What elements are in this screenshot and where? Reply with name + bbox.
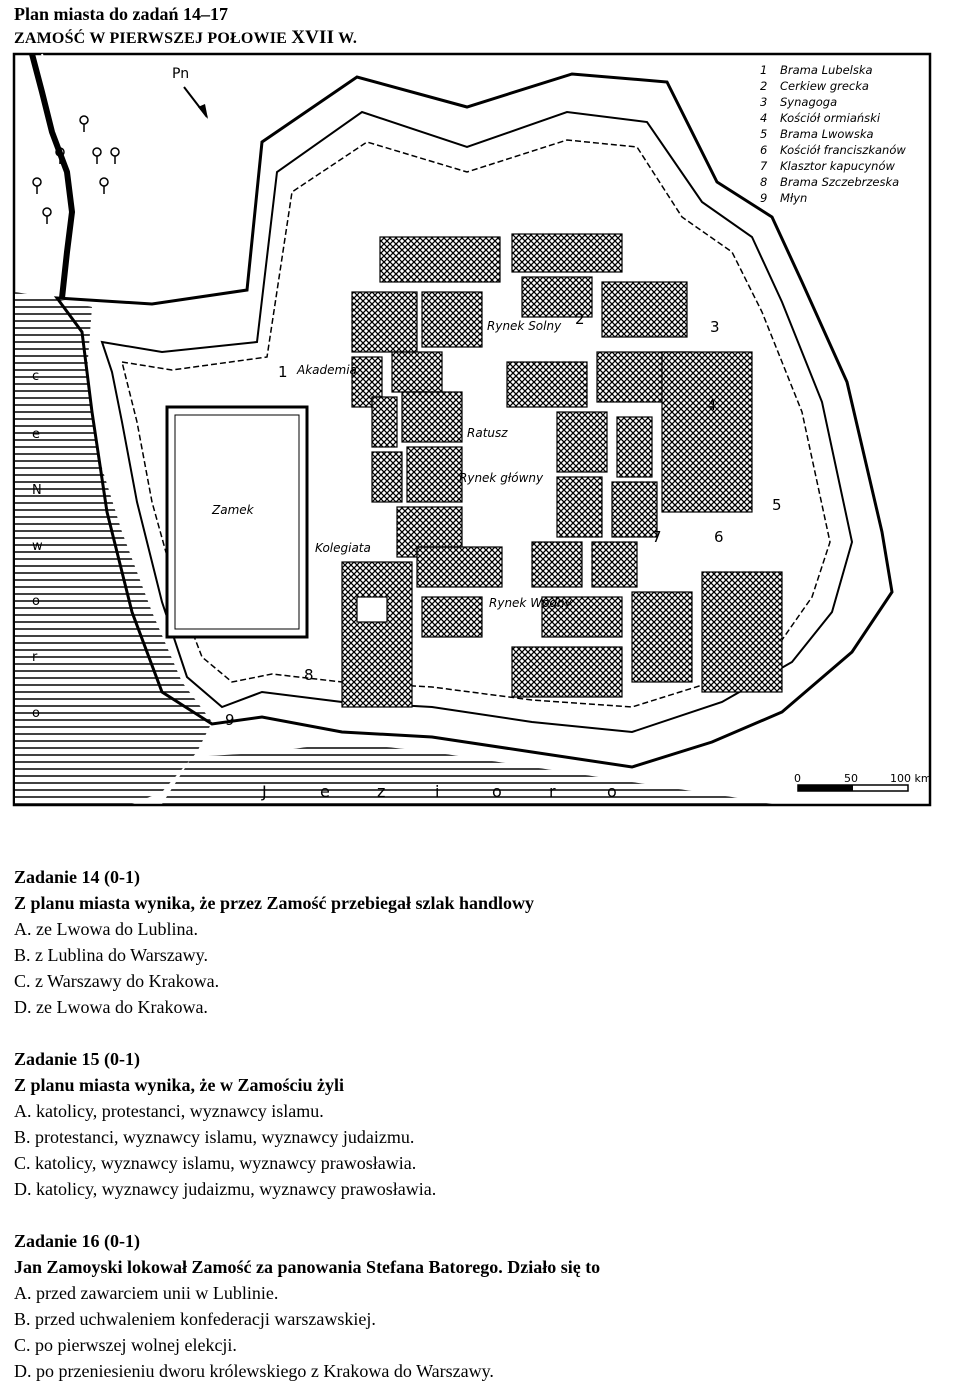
label-zamek: Zamek: [212, 503, 254, 517]
map-title-prefix: ZAMOŚĆ W PIERWSZEJ POŁOWIE: [14, 30, 292, 47]
answer-option[interactable]: C. katolicy, wyznawcy islamu, wyznawcy prawosławia.: [14, 1153, 417, 1173]
legend-num: 5: [760, 127, 768, 141]
answer-option[interactable]: D. po przeniesieniu dworu królewskiego z Krakowa do Warszawy.: [14, 1361, 494, 1381]
map-title: [14, 26, 357, 51]
lake-west-letter: c: [32, 369, 40, 384]
lake-west-letter: o: [32, 594, 40, 609]
lake-letter: z: [377, 782, 386, 801]
label-rynek-glowny: Rynek główny: [459, 471, 544, 485]
legend-num: 4: [760, 111, 768, 125]
marker-7: 7: [652, 528, 662, 546]
task-15: [14, 1046, 436, 1202]
marker-6: 6: [714, 528, 724, 546]
label-akademia: Akademia: [297, 363, 357, 377]
label-rynek-wodny: Rynek Wodny: [489, 596, 572, 610]
task-question: Z planu miasta wynika, że w Zamościu żyli: [14, 1075, 345, 1095]
answer-option[interactable]: B. przed uchwaleniem konfederacji warszawskiej.: [14, 1309, 376, 1329]
legend-label: Brama Lubelska: [780, 63, 873, 77]
legend-num: 1: [760, 63, 768, 77]
plan-heading: Plan miasta do zadań 14–17: [14, 4, 229, 24]
legend-label: Synagoga: [780, 95, 838, 109]
answer-option[interactable]: A. ze Lwowa do Lublina.: [14, 919, 198, 939]
lake-letter: o: [492, 782, 502, 801]
lake-letter: r: [549, 782, 556, 801]
legend-label: Kościół ormiański: [780, 111, 881, 125]
map-title-century: XVII: [291, 27, 335, 48]
task-14: [14, 864, 534, 1020]
map-title-suffix: W.: [334, 30, 358, 47]
task-question: Z planu miasta wynika, że przez Zamość przebiegał szlak handlowy: [14, 893, 535, 913]
task-16: [14, 1228, 600, 1384]
scale-50: 50: [844, 772, 858, 785]
legend-num: 3: [760, 95, 768, 109]
legend-label: Klasztor kapucynów: [780, 159, 895, 173]
legend-label: Brama Szczebrzeska: [780, 175, 900, 189]
marker-9: 9: [225, 711, 235, 729]
answer-option[interactable]: A. przed zawarciem unii w Lublinie.: [14, 1283, 279, 1303]
label-ratusz: Ratusz: [467, 426, 508, 440]
city-plan-map: [12, 52, 932, 807]
lake-west-letter: w: [32, 539, 43, 554]
legend-num: 9: [760, 191, 768, 205]
lake-west-letter: o: [32, 706, 40, 721]
legend-num: 8: [760, 175, 768, 189]
task-question: Jan Zamoyski lokował Zamość za panowania Stefana Batorego. Działo się to: [14, 1257, 601, 1277]
page-header: [14, 2, 357, 51]
marker-2: 2: [575, 310, 585, 328]
legend-label: Młyn: [780, 191, 808, 205]
answer-option[interactable]: B. z Lublina do Warszawy.: [14, 945, 209, 965]
label-rynek-solny: Rynek Solny: [487, 319, 562, 333]
north-label: Pn: [172, 66, 190, 82]
answer-option[interactable]: C. z Warszawy do Krakowa.: [14, 971, 220, 991]
marker-1: 1: [278, 363, 288, 381]
legend-num: 6: [760, 143, 768, 157]
scale-100: 100 km: [890, 772, 932, 785]
lake-west-letter: r: [32, 650, 38, 665]
lake-letter: i: [435, 782, 440, 801]
legend-num: 7: [760, 159, 768, 173]
lake-west-letter: e: [32, 427, 40, 442]
answer-option[interactable]: D. ze Lwowa do Krakowa.: [14, 997, 208, 1017]
answer-option[interactable]: C. po pierwszej wolnej elekcji.: [14, 1335, 237, 1355]
task-title: Zadanie 16 (0-1): [14, 1231, 140, 1251]
castle-building: [167, 407, 307, 637]
legend-label: Cerkiew grecka: [780, 79, 869, 93]
marker-3: 3: [710, 318, 720, 336]
marker-8: 8: [304, 666, 314, 684]
label-kolegiata: Kolegiata: [315, 541, 371, 555]
scale-0: 0: [794, 772, 801, 785]
task-title: Zadanie 15 (0-1): [14, 1049, 140, 1069]
lake-west-letter: N: [32, 483, 42, 498]
answer-option[interactable]: B. protestanci, wyznawcy islamu, wyznawcy judaizmu.: [14, 1127, 415, 1147]
legend-label: Brama Lwowska: [780, 127, 874, 141]
legend-label: Kościół franciszkanów: [780, 143, 906, 157]
lake-letter: J: [262, 782, 267, 801]
lake-letter: e: [320, 782, 330, 801]
answer-option[interactable]: D. katolicy, wyznawcy judaizmu, wyznawcy prawosławia.: [14, 1179, 437, 1199]
marker-4: 4: [707, 396, 717, 414]
marker-5: 5: [772, 496, 782, 514]
task-title: Zadanie 14 (0-1): [14, 867, 140, 887]
lake-letter: o: [607, 782, 617, 801]
answer-option[interactable]: A. katolicy, protestanci, wyznawcy islamu.: [14, 1101, 324, 1121]
legend-num: 2: [760, 79, 768, 93]
